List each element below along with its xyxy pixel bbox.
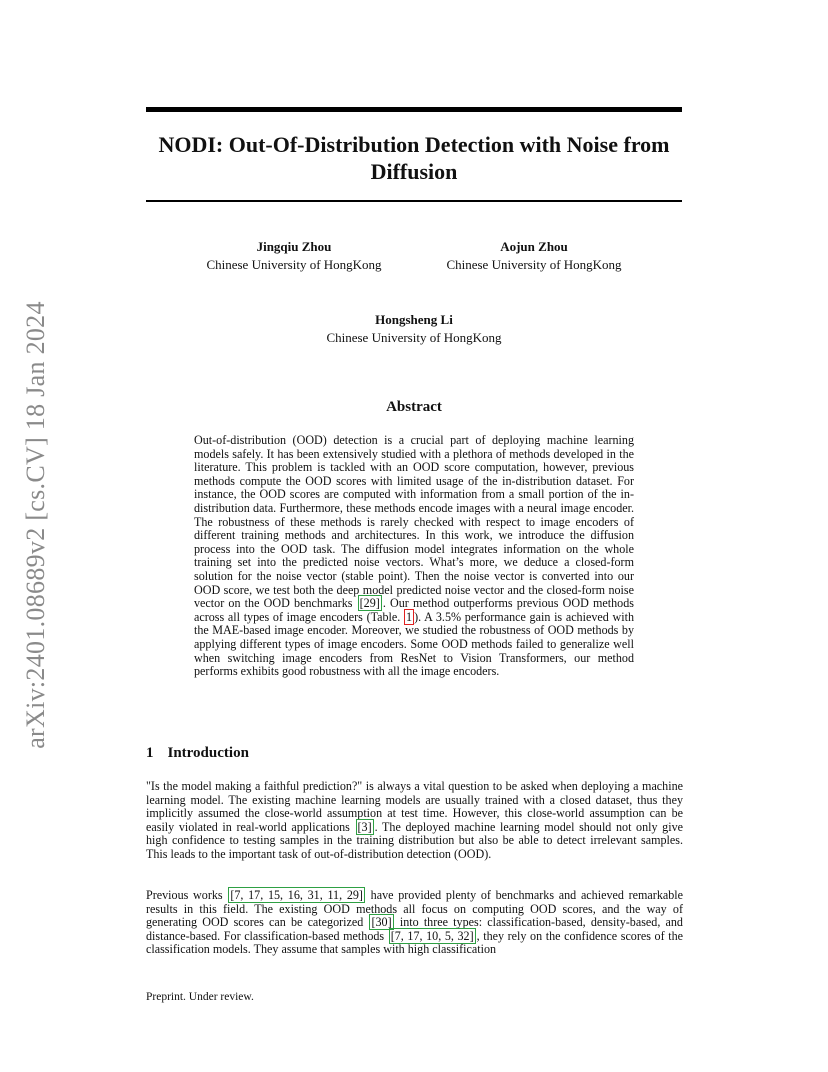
- author-name: Aojun Zhou: [500, 239, 568, 254]
- paragraph-text: . The deployed machine learning model should not only give high confidence to testing samples in the training distribution but also be able to detect irrelevant samples. This leads to the important task of out-of-distribution detection (OOD).: [146, 819, 683, 861]
- paragraph-text: Previous works: [146, 888, 223, 902]
- citation-link[interactable]: [3]: [357, 819, 372, 834]
- author-block: [194, 238, 394, 274]
- section-number: 1: [146, 745, 154, 761]
- citation-link[interactable]: [7, 17, 10, 5, 32]: [390, 928, 474, 943]
- author-name: Jingqiu Zhou: [256, 239, 332, 254]
- citation-link[interactable]: [30]: [371, 915, 392, 930]
- title-top-rule: [146, 107, 682, 112]
- page-footer: Preprint. Under review.: [146, 991, 254, 1003]
- arxiv-stamp-text: arXiv:2401.08689v2 [cs.CV] 18 Jan 2024: [21, 301, 51, 749]
- paragraph-text: "Is the model making a faithful prediction?" is always a vital question to be asked when deploying a machine learning model. The existing machine learning models are usually trained with a closed dataset, thus they implicitly assumed the close-world assumption at test time. However, this close-world assumption can be easily violated in real-world applications: [146, 779, 683, 834]
- author-name: Hongsheng Li: [375, 312, 453, 327]
- intro-paragraph: [146, 780, 683, 862]
- citation-link[interactable]: [7, 17, 15, 16, 31, 11, 29]: [230, 888, 363, 902]
- abstract-text: ). A 3.5% performance gain is achieved with the MAE-based image encoder. Moreover, we studied the robustness of OOD methods by applying different types of image encoders. Some OOD methods failed to generalize well when switching image encoders from ResNet to Vision Transformers, our method performs exhibits good robustness with all the image encoders.: [194, 609, 634, 679]
- author-block: [314, 311, 514, 347]
- intro-paragraph: [146, 889, 683, 957]
- abstract-body: [194, 434, 634, 679]
- paper-title: NODI: Out-Of-Distribution Detection with Noise from Diffusion: [158, 132, 670, 184]
- title-bottom-rule: [146, 200, 682, 202]
- author-block: [434, 238, 634, 274]
- abstract-heading: Abstract: [386, 399, 442, 415]
- author-affiliation: Chinese University of HongKong: [206, 257, 382, 272]
- section-heading-introduction: [146, 745, 249, 762]
- abstract-text: Out-of-distribution (OOD) detection is a crucial part of deploying machine learning models safely. It has been extensively studied with a plethora of methods developed in the literature. This problem is tackled with an OOD score computation, however, previous methods compute the OOD scores with limited usage of the in-distribution dataset. For instance, the OOD scores are computed with information from a small portion of the in-distribution data. Furthermore, these methods encode images with a neural image encoder. The robustness of these methods is rarely checked with respect to image encoders of different training methods and architectures. In this work, we introduce the diffusion process into the OOD task. The diffusion model integrates information on the whole training set into the predicted noise vectors. What’s more, we deduce a closed-form solution for the noise vector (stable point). Then the noise vector is converted into our OOD score, we test both the deep model predicted noise vector and the closed-form noise vector on the OOD benchmarks: [194, 433, 634, 611]
- table-ref-link[interactable]: 1: [406, 609, 413, 624]
- paragraph-text: , they rely on the confidence scores of the classification models. They assume that samples with high classification: [146, 928, 683, 957]
- abstract-text: . Our method outperforms previous OOD methods across all types of image encoders (Table.: [194, 596, 634, 624]
- paragraph-text: have provided plenty of benchmarks and achieved remarkable results in this field. The existing OOD methods all focus on computing OOD scores, and the way of generating OOD scores can be categorized: [146, 888, 684, 930]
- author-affiliation: Chinese University of HongKong: [326, 330, 502, 345]
- author-affiliation: Chinese University of HongKong: [446, 257, 622, 272]
- section-title: Introduction: [167, 745, 249, 761]
- arxiv-stamp: [20, 290, 52, 760]
- paragraph-text: into three types: classification-based, density-based, and distance-based. For classification-based methods: [146, 915, 683, 943]
- citation-link[interactable]: [29]: [359, 596, 380, 611]
